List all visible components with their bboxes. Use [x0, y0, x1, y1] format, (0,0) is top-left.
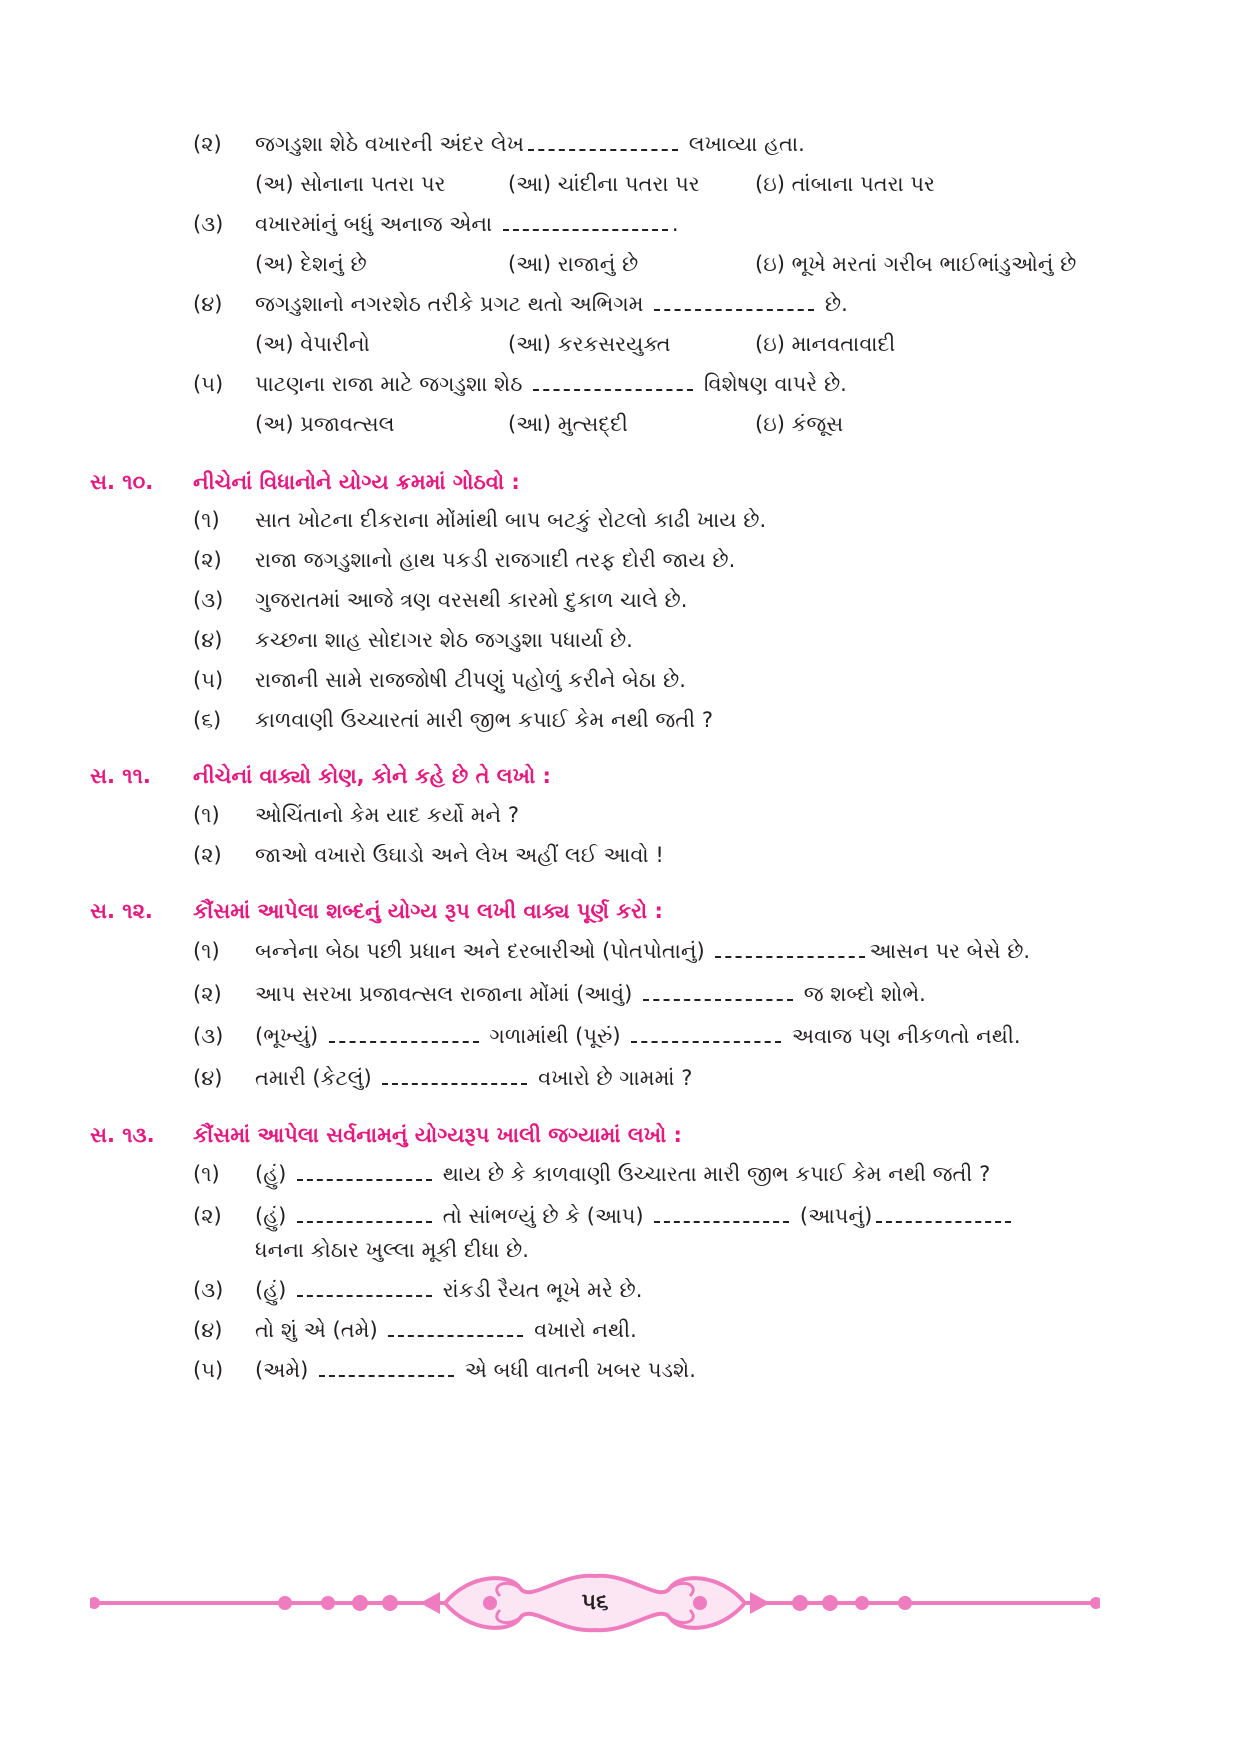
question-number: (૨) [193, 132, 222, 156]
question-title: કૌંસમાં આપેલા સર્વનામનું યોગ્યરૂપ ખાલી જગ્યામાં લખો : [193, 1123, 682, 1147]
text-part: આસન પર બેસે છે. [869, 939, 1031, 963]
item-number: (૩) [193, 1278, 224, 1302]
question-text [255, 370, 847, 398]
item-text [255, 1022, 1021, 1050]
item-number: (૨) [193, 548, 222, 572]
text-part: થાય છે કે કાળવાણી ઉચ્ચારતા મારી જીભ કપાઈ કેમ નથી જતી ? [442, 1162, 991, 1186]
section-heading-q11 [90, 762, 551, 790]
blank-line [533, 371, 693, 391]
item-number: (૩) [193, 1024, 224, 1048]
blank-line [382, 1065, 527, 1085]
section-heading-q13 [90, 1121, 682, 1149]
option-c: (ઇ) કંજૂસ [755, 412, 844, 436]
section-heading-q12 [90, 897, 663, 925]
item-text-continued: ધનના કોઠાર ખુલ્લા મૂકી દીધા છે. [255, 1238, 529, 1262]
text-part: જ શબ્દો શોભે. [803, 982, 926, 1006]
item-number: (૪) [193, 1066, 223, 1090]
item-text: કાળવાણી ઉચ્ચારતાં મારી જીભ કપાઈ કેમ નથી જતી ? [255, 708, 714, 732]
question-title: કૌંસમાં આપેલા શબ્દનું યોગ્ય રૂપ લખી વાક્ય પૂર્ણ કરો : [193, 899, 663, 923]
text-part: તો શું એ (તમે) [255, 1318, 378, 1342]
blank-line [631, 1023, 781, 1043]
text-part: રાંકડી રૈયત ભૂખે મરે છે. [442, 1278, 643, 1302]
section-heading-q10 [90, 468, 520, 496]
item-number: (૧) [193, 803, 220, 827]
page-number: ૫૬ [581, 1590, 609, 1615]
text-part: . [671, 212, 679, 236]
blank-line [715, 938, 865, 958]
option-c: (ઇ) ભૂખે મરતાં ગરીબ ભાઈભાંડુઓનું છે [755, 252, 1077, 276]
question-label: સ. ૧૧. [90, 764, 151, 788]
question-title: નીચેનાં વિધાનોને યોગ્ય ક્રમમાં ગોઠવો : [193, 470, 520, 494]
item-number: (૨) [193, 843, 222, 867]
item-number: (૬) [193, 708, 222, 732]
item-text: જાઓ વખારો ઉઘાડો અને લેખ અહીં લઈ આવો ! [255, 843, 664, 867]
item-text: કચ્છના શાહ સોદાગર શેઠ જગડુશા પધાર્યા છે. [255, 628, 633, 652]
option-a: (અ) સોનાના પતરા પર [255, 172, 446, 196]
text-part: (હું) [255, 1162, 287, 1186]
blank-line [643, 981, 793, 1001]
text-part: તમારી (કેટલું) [255, 1066, 372, 1090]
text-part: (આપનું) [799, 1204, 873, 1228]
text-part: ગળામાંથી (પૂરું) [489, 1024, 621, 1048]
item-text [255, 1064, 692, 1092]
item-number: (૨) [193, 1204, 222, 1228]
item-text: સાત ખોટના દીકરાના મોંમાંથી બાપ બટકું રોટલો કાઢી ખાય છે. [255, 508, 767, 532]
text-part: વિશેષણ વાપરે છે. [703, 372, 847, 396]
item-text [255, 1160, 990, 1188]
text-part: વખારો છે ગામમાં ? [538, 1066, 693, 1090]
question-label: સ. ૧૦. [90, 470, 154, 494]
option-c: (ઇ) માનવતાવાદી [755, 332, 896, 356]
item-text: ઓચિંતાનો કેમ યાદ કર્યો મને ? [255, 803, 520, 827]
blank-line [329, 1023, 479, 1043]
option-a: (અ) દેશનું છે [255, 252, 367, 276]
question-number: (૩) [193, 212, 224, 236]
option-b: (આ) કરકસરયુક્ત [508, 332, 671, 356]
blank-line [654, 1203, 789, 1223]
text-part: તો સાંભળ્યું છે કે (આપ) [442, 1204, 644, 1228]
text-part: બન્નેના બેઠા પછી પ્રધાન અને દરબારીઓ (પોતપોતાનું) [255, 939, 705, 963]
blank-line [388, 1317, 523, 1337]
text-part: જગડુશાનો નગરશેઠ તરીકે પ્રગટ થતો અભિગમ [255, 292, 644, 316]
item-number: (૧) [193, 939, 220, 963]
item-text [255, 937, 1030, 965]
question-text [255, 130, 805, 158]
blank-line [319, 1357, 454, 1377]
question-text [255, 210, 679, 238]
item-text [255, 1202, 1015, 1230]
option-b: (આ) ચાંદીના પતરા પર [508, 172, 700, 196]
item-text [255, 1276, 642, 1304]
text-part: (ભૂખ્યું) [255, 1024, 319, 1048]
text-part: જગડુશા શેઠે વખારની અંદર લેખ [255, 132, 525, 156]
item-number: (૧) [193, 508, 220, 532]
item-text [255, 1356, 696, 1384]
item-number: (૧) [193, 1162, 220, 1186]
item-number: (૫) [193, 668, 224, 692]
item-text: ગુજરાતમાં આજે ત્રણ વરસથી કારમો દુકાળ ચાલે છે. [255, 588, 688, 612]
question-number: (૪) [193, 292, 223, 316]
text-part: એ બધી વાતની ખબર પડશે. [464, 1358, 696, 1382]
option-b: (આ) મુત્સદ્દી [508, 412, 628, 436]
item-text: રાજાની સામે રાજજોષી ટીપણું પહોળું કરીને બેઠા છે. [255, 668, 686, 692]
blank-line [876, 1203, 1011, 1223]
item-number: (૫) [193, 1358, 224, 1382]
blank-line [528, 131, 678, 151]
blank-line [297, 1277, 432, 1297]
text-part: આપ સરખા પ્રજાવત્સલ રાજાના મોંમાં (આવું) [255, 982, 633, 1006]
text-part: પાટણના રાજા માટે જગડુશા શેઠ [255, 372, 523, 396]
text-part: વખારો નથી. [534, 1318, 637, 1342]
item-text [255, 980, 926, 1008]
item-text: રાજા જગડુશાનો હાથ પકડી રાજગાદી તરફ દોરી જાય છે. [255, 548, 736, 572]
blank-line [297, 1203, 432, 1223]
text-part: (અમે) [255, 1358, 309, 1382]
text-part: છે. [824, 292, 848, 316]
item-number: (૪) [193, 628, 223, 652]
item-text [255, 1316, 637, 1344]
question-title: નીચેનાં વાક્યો કોણ, કોને કહે છે તે લખો : [193, 764, 551, 788]
blank-line [654, 291, 814, 311]
blank-line [297, 1161, 432, 1181]
text-part: (હું) [255, 1278, 287, 1302]
option-c: (ઇ) તાંબાના પતરા પર [755, 172, 935, 196]
question-label: સ. ૧૩. [90, 1123, 155, 1147]
option-b: (આ) રાજાનું છે [508, 252, 639, 276]
question-text [255, 290, 848, 318]
item-number: (૨) [193, 982, 222, 1006]
text-part: લખાવ્યા હતા. [688, 132, 805, 156]
text-part: વખારમાંનું બધું અનાજ એના [255, 212, 493, 236]
blank-line [503, 211, 668, 231]
question-number: (૫) [193, 372, 224, 396]
footer [90, 1568, 1100, 1638]
item-number: (૩) [193, 588, 224, 612]
item-number: (૪) [193, 1318, 223, 1342]
text-part: અવાજ પણ નીકળતો નથી. [791, 1024, 1021, 1048]
option-a: (અ) વેપારીનો [255, 332, 370, 356]
option-a: (અ) પ્રજાવત્સલ [255, 412, 395, 436]
question-label: સ. ૧૨. [90, 899, 153, 923]
text-part: (હું) [255, 1204, 287, 1228]
